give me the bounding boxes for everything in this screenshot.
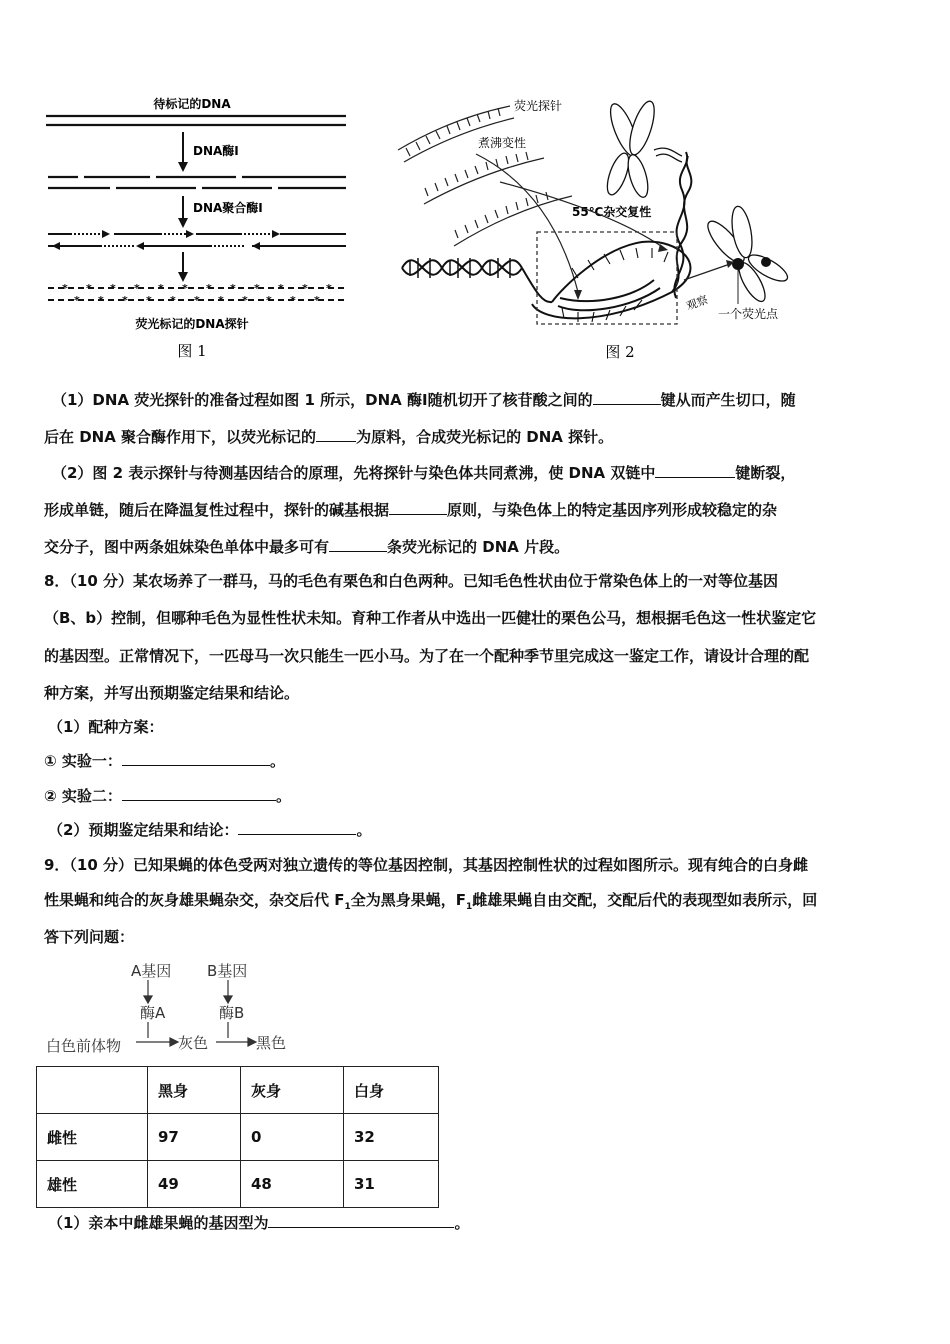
table-cell: 32 (344, 1114, 439, 1161)
enzyme-a-label: 酶A (140, 1004, 166, 1022)
q7-line2: 后在 DNA 聚合酶作用下，以荧光标记的 为原料，合成荧光标记的 DNA 探针。 (44, 428, 614, 446)
fig2-spot-label: 一个荧光点 (718, 307, 779, 321)
svg-text:*: * (158, 282, 164, 295)
svg-text:*: * (314, 294, 320, 307)
svg-text:*: * (206, 282, 212, 295)
svg-text:*: * (326, 282, 332, 295)
svg-text:*: * (134, 282, 140, 295)
phenotype-table (36, 1066, 439, 1208)
table-cell: 0 (241, 1114, 344, 1161)
svg-text:*: * (290, 294, 296, 307)
fig2-observe-label: 观察 (684, 293, 710, 313)
gray-label: 灰色 (178, 1034, 209, 1052)
gene-pathway-diagram (44, 958, 304, 1058)
q7-line1: （1）DNA 荧光探针的准备过程如图 1 所示，DNA 酶Ⅰ随机切开了核苷酸之间的 键从而产生切口，随 (52, 391, 796, 409)
svg-text:*: * (122, 294, 128, 307)
svg-text:*: * (266, 294, 272, 307)
chromosome-icon (603, 99, 659, 200)
q7-line4: 形成单链，随后在降温复性过程中，探针的碱基根据 原则，与染色体上的特定基因序列形成较稳定的杂 (44, 501, 778, 519)
fig2-boil-label: 煮沸变性 (478, 136, 527, 150)
table-header-cell: 黑身 (148, 1067, 241, 1114)
probe-strand-icon (398, 106, 514, 162)
figure-2 (392, 92, 812, 364)
white-precursor-label: 白色前体物 (46, 1037, 122, 1055)
svg-text:*: * (242, 294, 248, 307)
observe-region-box (537, 232, 677, 324)
q8-exp1: ① 实验一： 。 (44, 752, 285, 770)
q8-line8: （2）预期鉴定结果和结论： 。 (48, 821, 372, 839)
table-cell: 97 (148, 1114, 241, 1161)
black-label: 黑色 (256, 1034, 287, 1052)
q9-sub1: （1）亲本中雌雄果蝇的基因型为 。 (48, 1214, 470, 1232)
q7-line5: 交分子，图中两条姐妹染色单体中最多可有 条荧光标记的 DNA 片段。 (44, 538, 570, 556)
svg-text:*: * (146, 294, 152, 307)
fig1-caption: 图 1 (177, 342, 207, 360)
svg-text:*: * (218, 294, 224, 307)
fig2-probe-label: 荧光探针 (514, 99, 563, 113)
fluorescent-spot-icon (732, 258, 744, 270)
enzyme-b-label: 酶B (219, 1004, 245, 1022)
svg-text:*: * (194, 294, 200, 307)
svg-text:*: * (62, 282, 68, 295)
svg-text:*: * (254, 282, 260, 295)
fig2-anneal-label: 55℃杂交复性 (572, 205, 652, 219)
figure-1 (40, 92, 360, 362)
table-cell: 48 (241, 1161, 344, 1208)
table-cell: 雄性 (37, 1161, 148, 1208)
fig1-step1-label: DNA酶Ⅰ (193, 144, 239, 158)
table-header-row (37, 1067, 439, 1114)
table-cell: 31 (344, 1161, 439, 1208)
table-cell: 雌性 (37, 1114, 148, 1161)
gene-a-label: A基因 (131, 962, 172, 980)
svg-text:*: * (110, 282, 116, 295)
q7-line3: （2）图 2 表示探针与待测基因结合的原理，先将探针与染色体共同煮沸，使 DNA 双链中 键断裂， (52, 464, 796, 482)
svg-text:*: * (278, 282, 284, 295)
q8-line4: 种方案，并写出预期鉴定结果和结论。 (44, 684, 300, 702)
q9-line3: 答下列问题： (44, 928, 135, 946)
q8-line1: 8．（10 分）某农场养了一群马，马的毛色有栗色和白色两种。已知毛色性状由位于常染色体上的一对等位基因 (44, 572, 779, 590)
svg-text:*: * (230, 282, 236, 295)
table-header-cell: 灰身 (241, 1067, 344, 1114)
table-header-cell (37, 1067, 148, 1114)
q8-line2: （B、b）控制，但哪种毛色为显性性状未知。育种工作者从中选出一匹健壮的栗色公马，想根据毛色这一性状鉴定它 (44, 609, 817, 627)
table-row (37, 1161, 439, 1208)
table-cell: 49 (148, 1161, 241, 1208)
q9-line1: 9．（10 分）已知果蝇的体色受两对独立遗传的等位基因控制，其基因控制性状的过程如图所示。现有纯合的白身雌 (44, 856, 809, 874)
q8-line5: （1）配种方案： (48, 718, 164, 736)
fig1-top-label: 待标记的DNA (153, 97, 231, 111)
svg-text:*: * (182, 282, 188, 295)
fig1-step2-label: DNA聚合酶Ⅰ (193, 201, 263, 215)
svg-text:*: * (98, 294, 104, 307)
q9-line2: 性果蝇和纯合的灰身雄果蝇杂交，杂交后代 $F_1$全为黑身果蝇，$F_1$雌雄果蝇自由交配，交配后代的表现型如表所示，回 (44, 891, 818, 912)
svg-text:*: * (170, 294, 176, 307)
table-header-cell: 白身 (344, 1067, 439, 1114)
table-row (37, 1114, 439, 1161)
fig1-bottom-label: 荧光标记的DNA探针 (135, 317, 249, 331)
svg-text:*: * (302, 282, 308, 295)
chromosome-right-icon (702, 205, 791, 305)
fig2-caption: 图 2 (605, 343, 635, 361)
q8-exp2: ② 实验二： 。 (44, 787, 291, 805)
dna-helix-icon (402, 260, 552, 302)
svg-text:*: * (86, 282, 92, 295)
gene-b-label: B基因 (207, 962, 248, 980)
q8-line3: 的基因型。正常情况下，一匹母马一次只能生一匹小马。为了在一个配种季节里完成这一鉴定工作，请设计合理的配 (44, 647, 810, 665)
svg-text:*: * (74, 294, 80, 307)
